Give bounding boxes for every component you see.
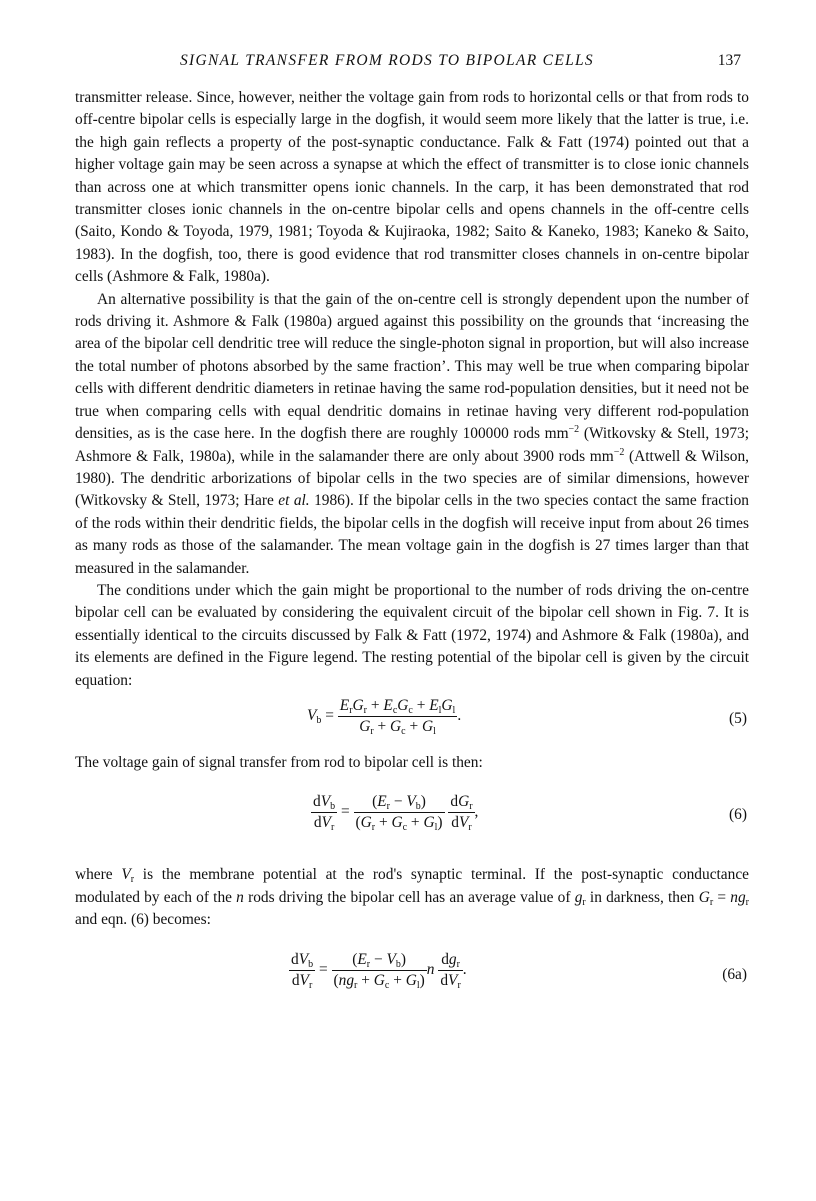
article-body: [75, 87, 749, 1008]
paragraph-5: where $V_r$ is the membrane potential at the rod's synaptic terminal. If the post-synaptic conductance modulated by each of the n rods driving the bipolar cell has an average value of $g_r$ in darkness, then $G_r = ng_r$ and eqn. (6) becomes:: [75, 866, 749, 929]
paragraph-4: The voltage gain of signal transfer from rod to bipolar cell is then:: [75, 753, 483, 771]
equation-5: $V_b$ = $\frac{E_rG_r + E_cG_c + E_lG_l}{G_r + G_c + G_l}$ . (5): [307, 696, 747, 737]
equation-5-number: (5): [729, 709, 747, 727]
paragraph-1: transmitter release. Since, however, neither the voltage gain from rods to horizontal cells or that from rods to off-centre bipolar cells is especially large in the dogfish, it would seem more likely that the latter is true, i.e. the high gain reflects a property of the post-synaptic conductance. Falk & Fatt (1974) pointed out that a higher voltage gain may be seen across a synapse at which the effect of transmitter is to close ionic channels than across one at which transmitter opens ionic channels. In the carp, it has been demonstrated that rod transmitter closes ionic channels in the on-centre bipolar cells and opens channels in the off-centre cells (Saito, Kondo & Toyoda, 1979, 1981; Toyoda & Kujiraoka, 1982; Saito & Kaneko, 1983; Kaneko & Saito, 1983). In the dogfish, too, there is good evidence that rod transmitter closes channels in on-centre bipolar cells (Ashmore & Falk, 1980a).: [75, 89, 749, 286]
paragraph-3: The conditions under which the gain might be proportional to the number of rods driving the on-centre bipolar cell can be evaluated by considering the equivalent circuit of the bipolar cell shown in Fig. 7. It is essentially identical to the circuits discussed by Falk & Fatt (1972, 1974) and Ashmore & Falk (1980a), and its elements are defined in the Figure legend. The resting potential of the bipolar cell is given by the circuit equation:: [75, 581, 749, 689]
equation-6: $\frac{dV_b}{dV_r}$ = $\frac{(E_r - V_b)}{(G_r + G_c + G_l)}$ $\frac{dG_r}{dV_r}$ , (6): [313, 793, 747, 834]
equation-6a-number: (6a): [722, 965, 747, 983]
paragraph-2: An alternative possibility is that the gain of the on-centre cell is strongly dependent upon the number of rods driving it. Ashmore & Falk (1980a) argued against this possibility on the grounds that ‘increasing the area of the bipolar cell dendritic tree will reduce the single-photon signal in proportion, but will also increase the total number of photons absorbed by the same fraction’. This may well be true when comparing bipolar cells with different dendritic diameters in retinae having the same rod-population densities, but it need not be true when comparing cells with equal dendritic domains in retinae having very different rod-population densities, as is the case here. In the dogfish there are roughly 100000 rods $mm^{-2}$ (Witkovsky & Stell, 1973; Ashmore & Falk, 1980a), while in the salamander there are only about 3900 rods $mm^{-2}$ (Attwell & Wilson, 1980). The dendritic arborizations of bipolar cells in the two species are of similar dimensions, however (Witkovsky & Stell, 1973; Hare et al. 1986). If the bipolar cells in the two species contact the same fraction of the rods within their dendritic fields, the bipolar cells in the dogfish will receive input from about 26 times as many rods as those of the salamander. The mean voltage gain in the dogfish is 27 times larger than that measured in the salamander.: [75, 290, 749, 577]
page-number: 137: [717, 52, 741, 69]
page-header: [75, 52, 749, 76]
running-title: SIGNAL TRANSFER FROM RODS TO BIPOLAR CELLS: [180, 52, 594, 69]
equation-6a: $\frac{dV_b}{dV_r}$ = $\frac{(E_r - V_b)}{(ng_r + G_c + G_l)}$ n $\frac{dg_r}{dV_r}$ . (6a): [291, 950, 747, 991]
equation-6-number: (6): [729, 806, 747, 824]
page: [75, 52, 749, 1008]
